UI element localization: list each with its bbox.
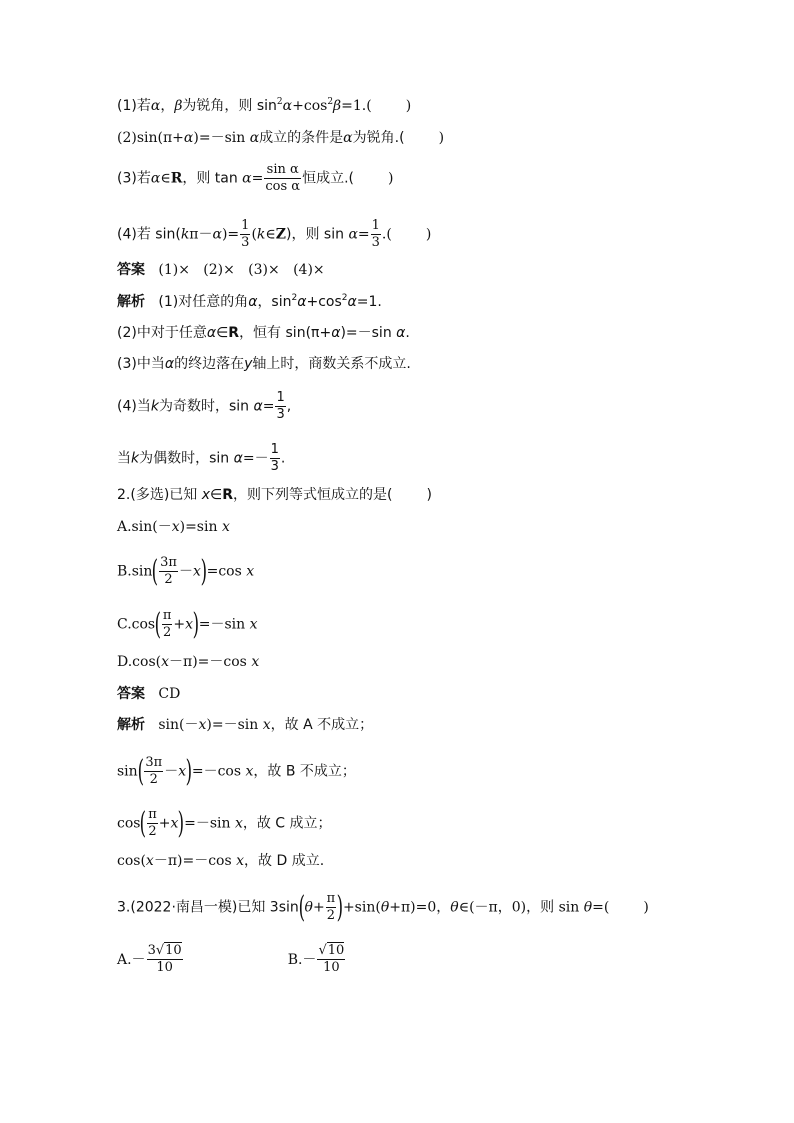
q3-stem: 3.(2022·南昌一模)已知 3sin(θ+ $\frac{\pi}{2}$ )+sin(θ+π)=0，θ∈(－π，0)，则 sin θ=( ) (117, 889, 649, 925)
q2-option-c: C.cos( $\frac{\pi}{2}$ +x)=－sin x (117, 606, 258, 642)
q1-item-4: (4)若 sin(kπ－α)= $\frac{1}{3}$ (k∈Z)，则 sin α= $\frac{1}{3}$ .( ) (117, 218, 432, 250)
q1-analysis-1: 解析 (1)对任意的角α，$\sin^2\alpha+\cos^2\alpha=1$. (117, 293, 382, 310)
q3-option-b: B.－ $\frac{√10}{10}$ (287, 943, 345, 975)
fraction-one-third: $\frac{1}{3}$ (270, 442, 279, 474)
q3-options (117, 943, 346, 976)
fraction-pi-over-2: $\frac{\pi}{2}$ (162, 608, 172, 640)
fraction-3pi-over-2: $\frac{3\pi}{2}$ (145, 755, 163, 787)
q1-answer: 答案 (1)× (2)× (3)× (4)× (117, 262, 325, 278)
q2-analysis-2: sin( $\frac{3\pi}{2}$ －x)=－cos x，故 B 不成立； (117, 753, 356, 789)
q1-item-2: (2)sin(π+α)=－sin α成立的条件是α为锐角.( ) (117, 130, 445, 146)
q3-option-a: A.－ $\frac{3√10}{10}$ (117, 943, 182, 975)
q2-option-a: A.sin(－x)=sin x (117, 519, 230, 535)
q2-option-d: D.cos(x－π)=－cos x (117, 654, 260, 670)
q1-item-1: (1)若α，β为锐角，则 $\sin^2\alpha+\cos^2\beta=1$.( ) (117, 97, 412, 114)
q1-analysis-5: 当k为偶数时，sin α=－ $\frac{1}{3}$ . (117, 442, 286, 474)
fraction-pi-over-2: $\frac{\pi}{2}$ (326, 891, 336, 923)
fraction-pi-over-2: $\frac{\pi}{2}$ (148, 807, 157, 839)
q2-stem: 2.(多选)已知 x∈R，则下列等式恒成立的是( ) (117, 487, 432, 503)
fraction-sqrt10-over-10: $\frac{√10}{10}$ (318, 943, 345, 975)
fraction-one-third: $\frac{1}{3}$ (276, 390, 285, 422)
fraction-sin-over-cos: $\frac{\text{sin α}}{\text{cos α}}$ (265, 162, 301, 194)
q1-analysis-3: (3)中当α的终边落在y轴上时，商数关系不成立. (117, 356, 411, 372)
fraction-3pi-over-2: $\frac{3\pi}{2}$ (160, 555, 177, 587)
q2-analysis-1: 解析 sin(－x)=－sin x，故 A 不成立； (117, 717, 374, 733)
q2-analysis-3: cos( $\frac{\pi}{2}$ +x)=－sin x，故 C 成立； (117, 805, 332, 841)
fraction-one-third: $\frac{1}{3}$ (371, 218, 380, 250)
q1-item-3: (3)若α∈R，则 tan α= $\frac{\text{sin α}}{\text{cos α}}$ 恒成立.( ) (117, 162, 394, 194)
q2-option-b: B.sin( $\frac{3\pi}{2}$ －x)=cos x (117, 553, 255, 589)
q2-analysis-4: cos(x－π)=－cos x，故 D 成立. (117, 853, 325, 869)
q2-answer: 答案 CD (117, 686, 181, 702)
q1-analysis-4: (4)当k为奇数时，sin α= $\frac{1}{3}$ , (117, 390, 292, 422)
fraction-one-third: $\frac{1}{3}$ (241, 218, 250, 250)
fraction-3sqrt10-over-10: $\frac{3√10}{10}$ (147, 943, 182, 975)
q1-analysis-2: (2)中对于任意α∈R，恒有 sin(π+α)=－sin α. (117, 325, 410, 341)
